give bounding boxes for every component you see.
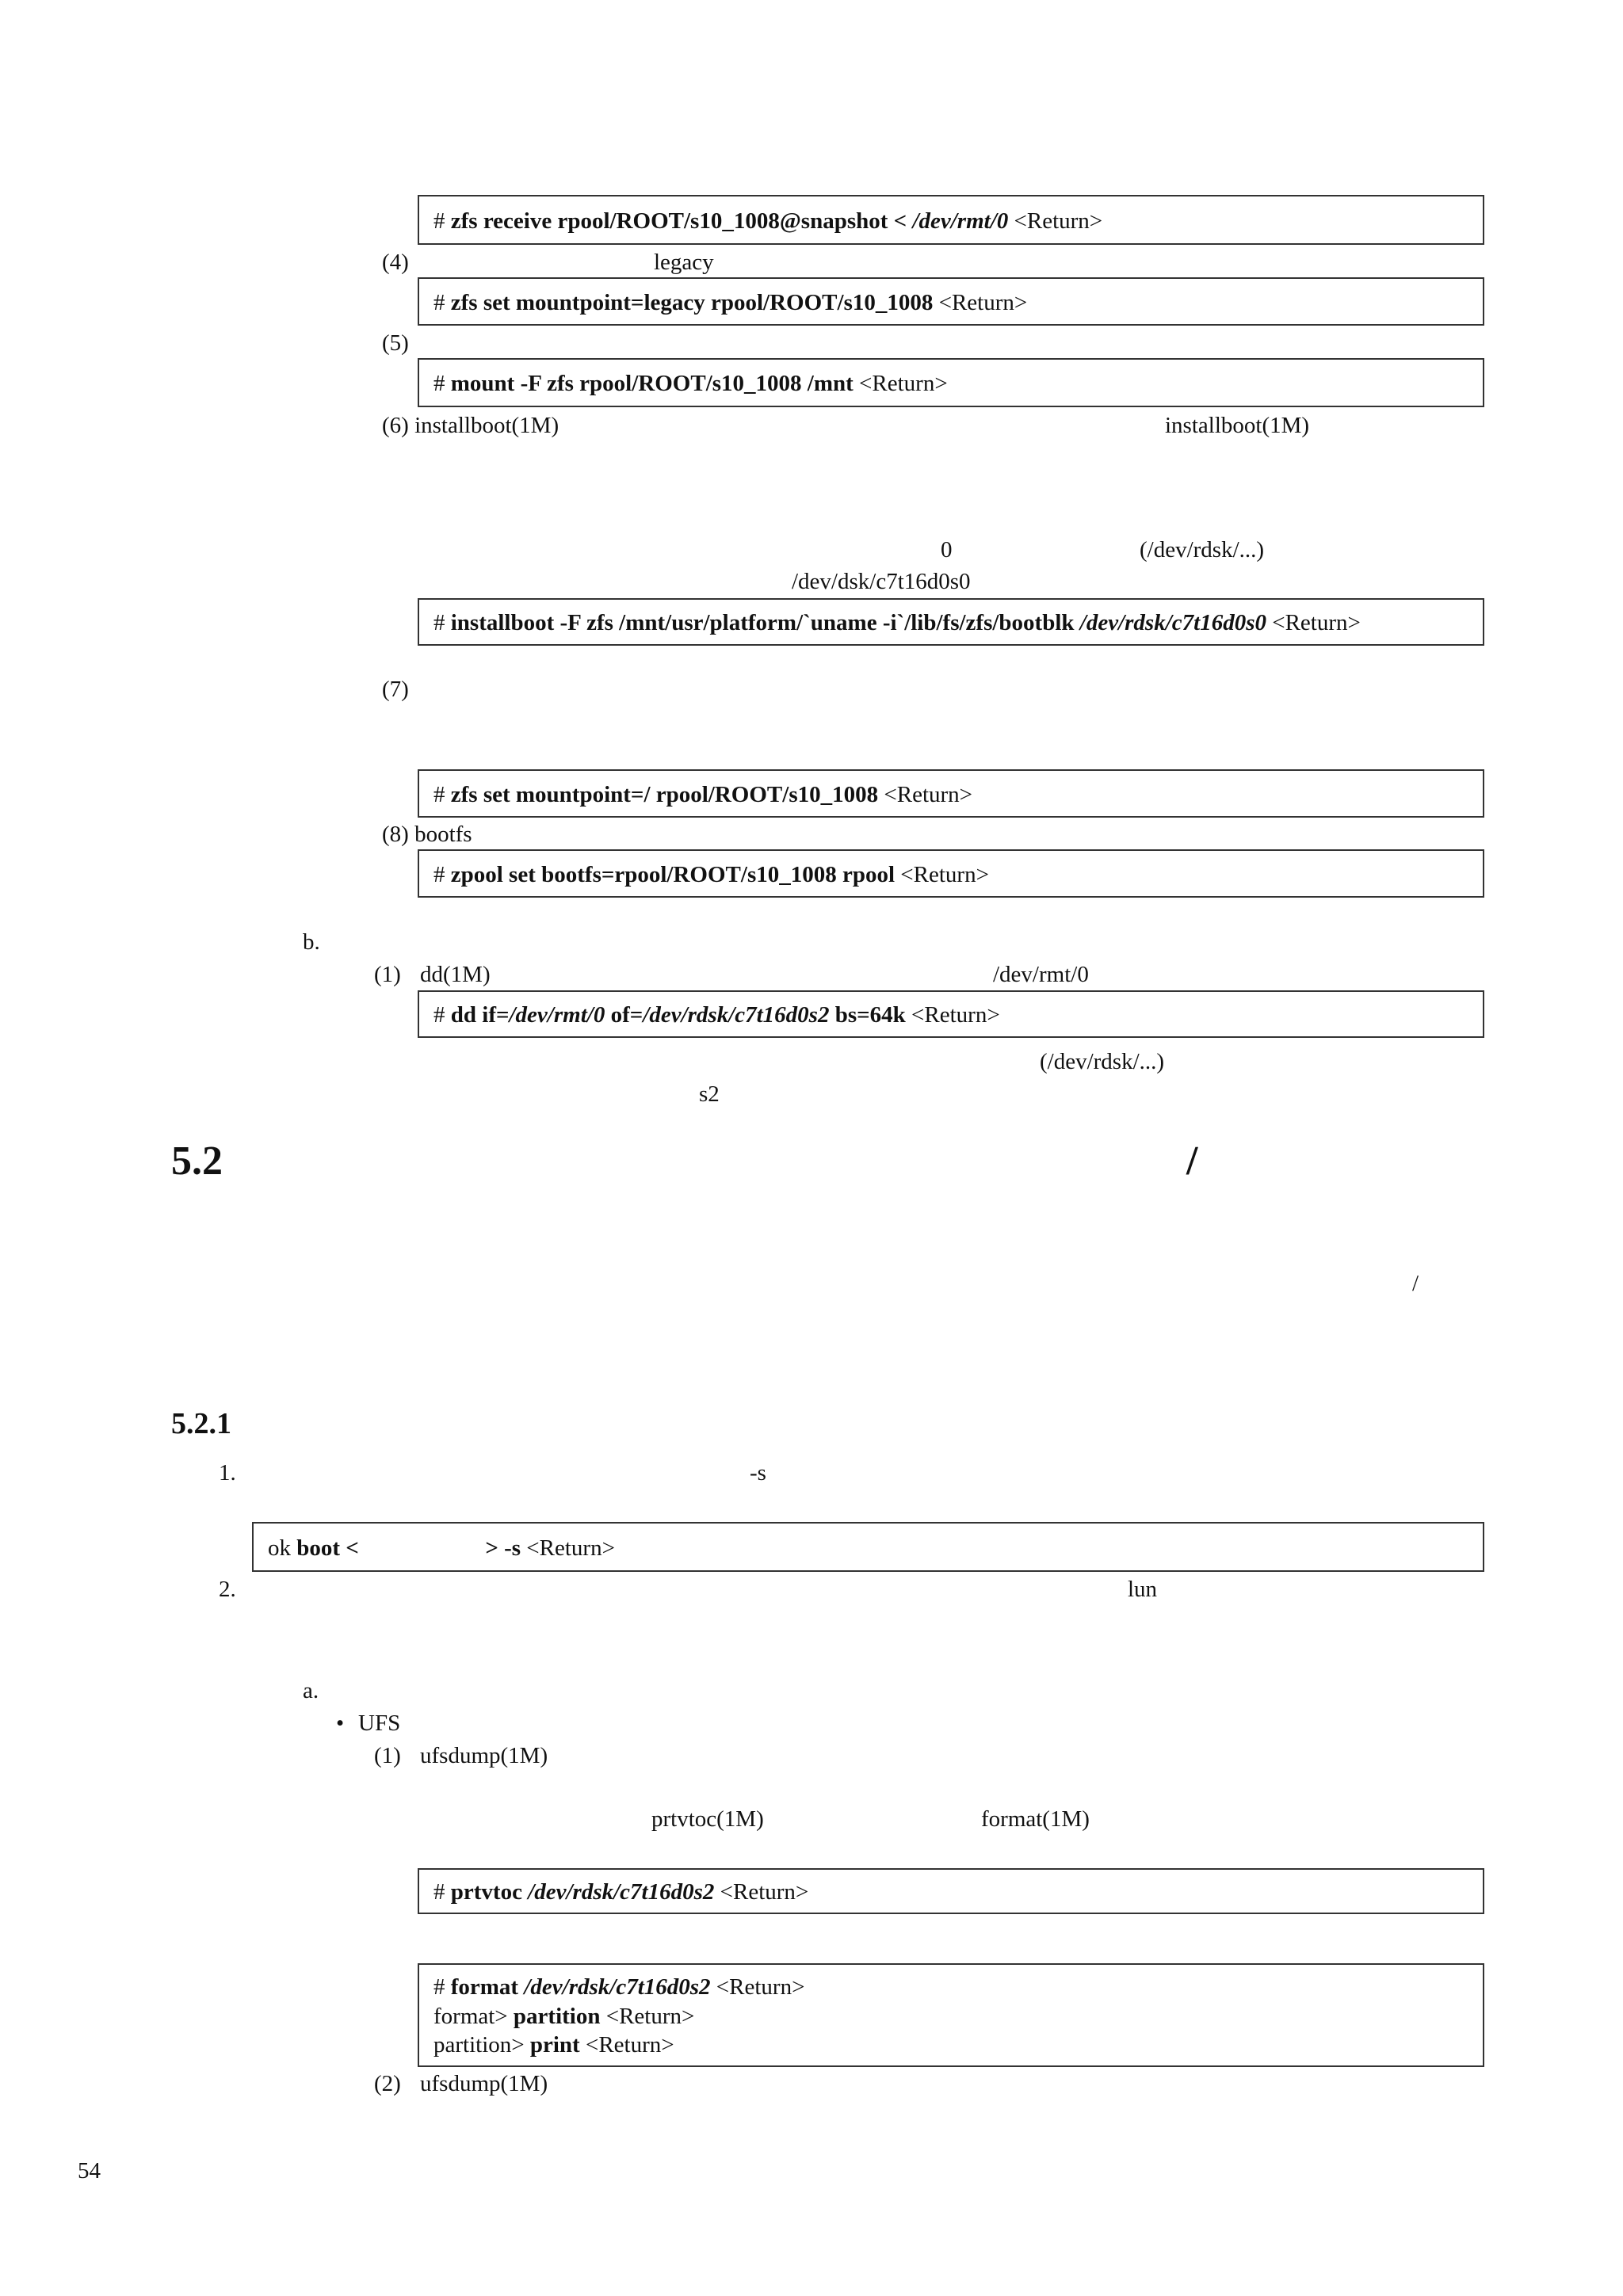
b1-rdsk-path: (/dev/rdsk/...) (1040, 1049, 1165, 1074)
command-line-1: # format /dev/rdsk/c7t16d0s2 <Return> (433, 1974, 805, 2000)
b1-slice-s2: s2 (699, 1081, 720, 1107)
page-number: 54 (78, 2158, 101, 2183)
step-4-legacy: legacy (654, 250, 714, 275)
ufs-2-ufsdump: ufsdump(1M) (420, 2071, 548, 2096)
item-b-label: b. (303, 929, 320, 955)
command-box-set-mountpoint-root (418, 769, 1484, 818)
section-5-2-heading: 5.2 (171, 1138, 223, 1184)
command-box-mount (418, 358, 1484, 407)
ufs-1-prtvtoc-ref: prtvtoc(1M) (651, 1806, 764, 1832)
command-line: # zpool set bootfs=rpool/ROOT/s10_1008 rpool <Return> (433, 862, 989, 887)
step-5-number: (5) (382, 330, 409, 356)
ufs-2-number: (2) (374, 2071, 401, 2096)
ufs-1-number: (1) (374, 1743, 401, 1768)
command-line: # mount -F zfs rpool/ROOT/s10_1008 /mnt <Return> (433, 371, 948, 396)
section-5-2-1-heading: 5.2.1 (171, 1407, 231, 1440)
step-8-number: (8) bootfs (382, 822, 472, 847)
step-6-installboot-ref: installboot(1M) (1165, 413, 1310, 438)
item-2-number: 2. (219, 1577, 236, 1602)
command-line-2: format> partition <Return> (433, 2004, 695, 2029)
section-5-2-body-slash: / (1412, 1271, 1419, 1296)
step-4-number: (4) (382, 250, 409, 275)
b1-tape-device: /dev/rmt/0 (993, 962, 1089, 987)
step-7-number: (7) (382, 677, 409, 702)
command-line-3: partition> print <Return> (433, 2032, 674, 2058)
item-a-label: a. (303, 1678, 319, 1703)
command-line: # zfs receive rpool/ROOT/s10_1008@snapshot < /dev/rmt/0 <Return> (433, 208, 1103, 234)
ufs-label: UFS (358, 1711, 401, 1736)
command-box-prtvtoc (418, 1868, 1484, 1914)
item-1-number: 1. (219, 1460, 236, 1486)
section-5-2-slash: / (1186, 1138, 1198, 1184)
command-line: # zfs set mountpoint=/ rpool/ROOT/s10_1008 <Return> (433, 782, 973, 807)
command-line: # prtvtoc /dev/rdsk/c7t16d0s2 <Return> (433, 1879, 809, 1905)
step-6-rdsk-path: (/dev/rdsk/...) (1140, 537, 1265, 563)
command-box-ok-boot (252, 1522, 1484, 1572)
command-box-installboot (418, 598, 1484, 646)
b1-dd-command: dd(1M) (420, 962, 491, 987)
item-1-single-user-flag: -s (750, 1460, 766, 1486)
ufs-bullet: • (336, 1711, 345, 1736)
command-line: # zfs set mountpoint=legacy rpool/ROOT/s10_1008 <Return> (433, 290, 1028, 315)
command-box-zpool-bootfs (418, 849, 1484, 898)
command-line: # dd if=/dev/rmt/0 of=/dev/rdsk/c7t16d0s2 bs=64k <Return> (433, 1002, 1000, 1028)
step-6-number: (6) installboot(1M) (382, 413, 559, 438)
step-6-dsk-path: /dev/dsk/c7t16d0s0 (792, 569, 971, 594)
command-box-format (418, 1963, 1484, 2067)
command-box-zfs-receive (418, 195, 1484, 245)
command-box-dd (418, 990, 1484, 1038)
command-line: # installboot -F zfs /mnt/usr/platform/`uname -i`/lib/fs/zfs/bootblk /dev/rdsk/c7t16d0s0 <Return> (433, 610, 1361, 635)
step-6-slice-zero: 0 (941, 537, 953, 563)
item-2-lun: lun (1128, 1577, 1158, 1602)
command-line: ok boot < > -s <Return> (268, 1535, 615, 1561)
ufs-1-ufsdump: ufsdump(1M) (420, 1743, 548, 1768)
b1-number: (1) (374, 962, 401, 987)
command-box-set-mountpoint-legacy (418, 277, 1484, 326)
ufs-1-format-ref: format(1M) (981, 1806, 1090, 1832)
